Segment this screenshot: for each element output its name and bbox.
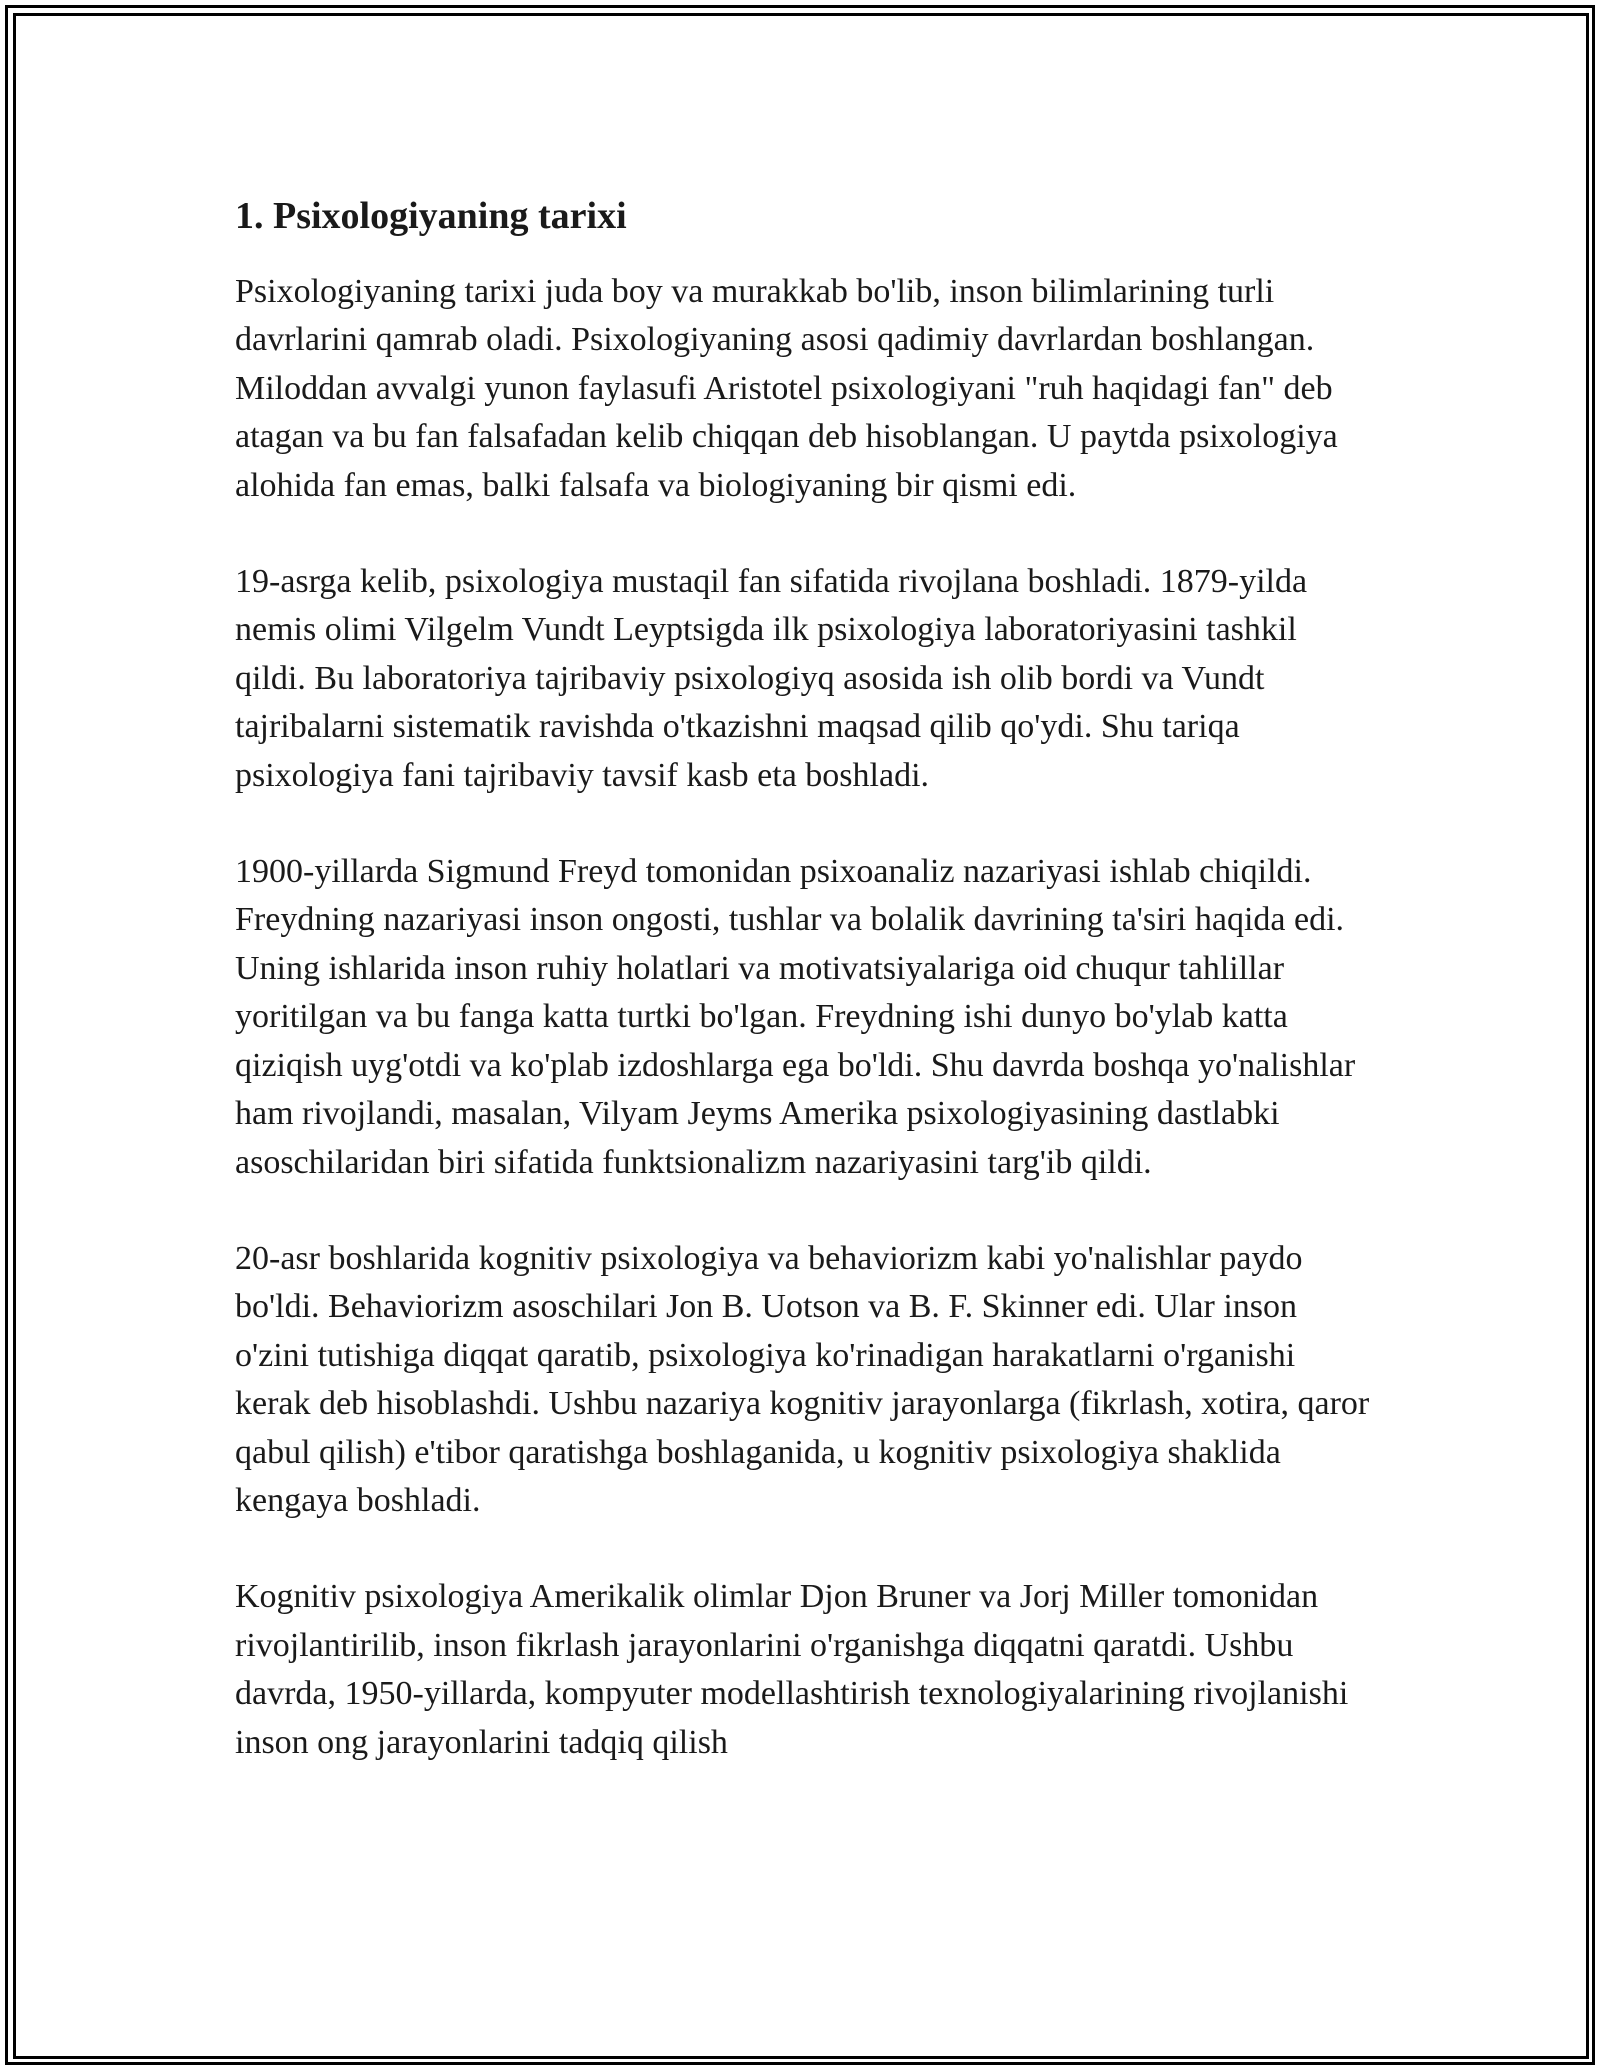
paragraph-1: Psixologiyaning tarixi juda boy va murakkab bo'lib, inson bilimlarining turli davrlarini qamrab oladi. Psixologiyaning asosi qadimiy davrlardan boshlangan. Miloddan avvalgi yunon faylasufi Aristotel psixologiyani "ruh haqidagi fan" deb atagan va bu fan falsafadan kelib chiqqan deb hisoblangan. U paytda psixologiya alohida fan emas, balki falsafa va biologiyaning bir qismi edi. <box>235 273 1338 504</box>
paragraph-2: 19-asrga kelib, psixologiya mustaqil fan sifatida rivojlana boshladi. 1879-yilda nemis olimi Vilgelm Vundt Leyptsigda ilk psixologiya laboratoriyasini tashkil qildi. Bu laboratoriya tajribaviy psixologiyq asosida ish olib bordi va Vundt tajribalarni sistematik ravishda o'tkazishni maqsad qilib qo'ydi. Shu tariqa psixologiya fani tajribaviy tavsif kasb eta boshladi. <box>235 563 1308 794</box>
paragraph-4: 20-asr boshlarida kognitiv psixologiya va behaviorizm kabi yo'nalishlar paydo bo'ldi. Behaviorizm asoschilari Jon B. Uotson va B. F. Skinner edi. Ular inson o'zini tutishiga diqqat qaratib, psixologiya ko'rinadigan harakatlarni o'rganishi kerak deb hisoblashdi. Ushbu nazariya kognitiv jarayonlarga (fikrlash, xotira, qaror qabul qilish) e'tibor qaratishga boshlaganida, u kognitiv psixologiya shaklida kengaya boshladi. <box>235 1239 1370 1519</box>
document-page <box>235 186 1375 1767</box>
paragraph-5: Kognitiv psixologiya Amerikalik olimlar Djon Bruner va Jorj Miller tomonidan rivojlantirilib, inson fikrlash jarayonlarini o'rganishga diqqatni qaratdi. Ushbu davrda, 1950-yillarda, kompyuter modellashtirish texnologiyalarining rivojlanishi inson ong jarayonlarini tadqiq qilish <box>235 1578 1349 1761</box>
paragraph-3: 1900-yillarda Sigmund Freyd tomonidan psixoanaliz nazariyasi ishlab chiqildi. Freydning nazariyasi inson ongosti, tushlar va bolalik davrining ta'siri haqida edi. Uning ishlarida inson ruhiy holatlari va motivatsiyalariga oid chuqur tahlillar yoritilgan va bu fanga katta turtki bo'lgan. Freydning ishi dunyo bo'ylab katta qiziqish uyg'otdi va ko'plab izdoshlarga ega bo'ldi. Shu davrda boshqa yo'nalishlar ham rivojlandi, masalan, Vilyam Jeyms Amerika psixologiyasining dastlabki asoschilaridan biri sifatida funktsionalizm nazariyasini targ'ib qildi. <box>235 853 1356 1181</box>
section-heading: 1. Psixologiyaning tarixi <box>235 195 627 237</box>
